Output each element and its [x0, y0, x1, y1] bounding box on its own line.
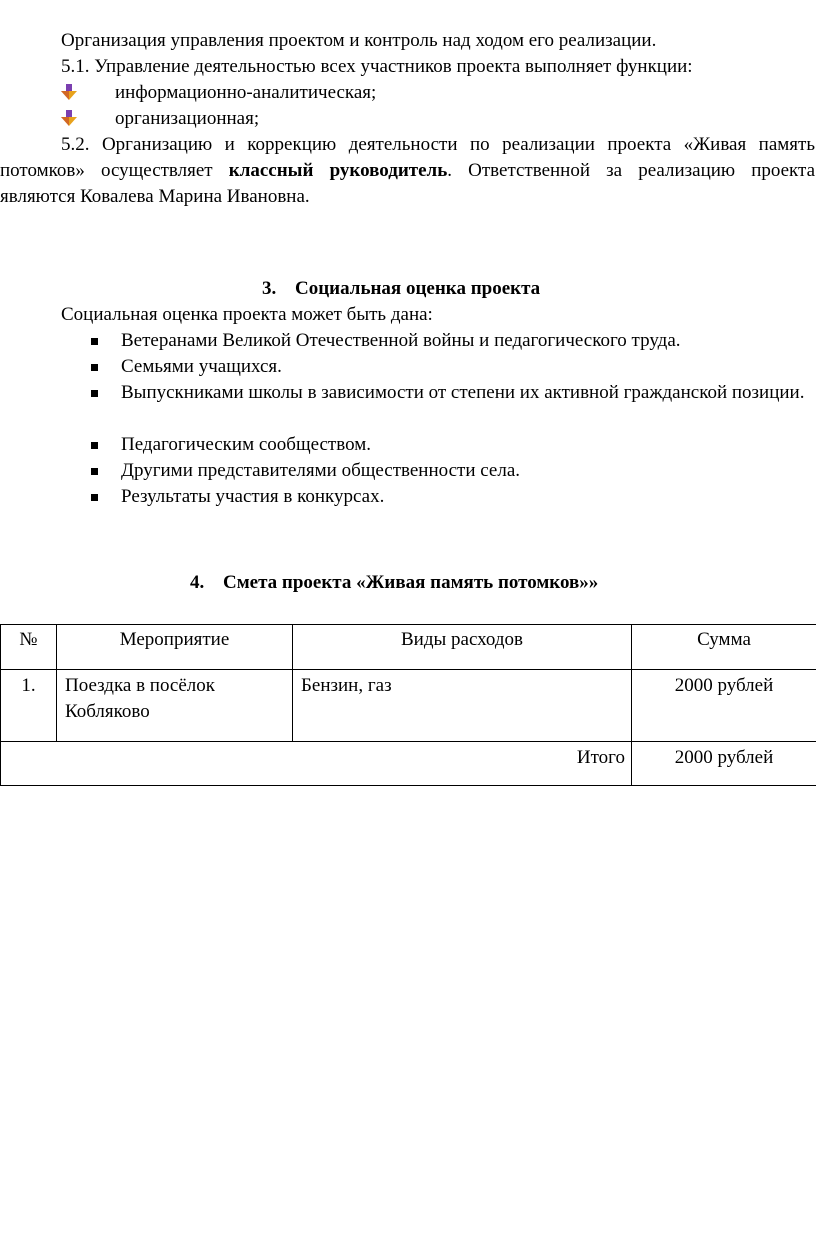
down-arrow-bullet-icon [60, 84, 78, 102]
list-item: Другими представителями общественности села. [121, 460, 521, 481]
section-3-title: Социальная оценка проекта [295, 278, 541, 299]
list-item: Семьями учащихся. [121, 356, 282, 377]
section-3-heading [262, 276, 540, 302]
down-arrow-bullet-icon [60, 110, 78, 128]
square-bullet-icon [91, 442, 98, 449]
square-bullet-icon [91, 364, 98, 371]
paragraph-5-2-text: 5.2. Организацию и коррекцию деятельности по реализации проекта «Живая память потомков» осуществляет [0, 134, 815, 181]
total-sum-cell: 2000 рублей [632, 742, 816, 786]
header-cell: Виды расходов [293, 625, 632, 670]
list-item: Результаты участия в конкурсах. [121, 486, 385, 507]
table-total-row [1, 742, 816, 786]
section-4-heading [190, 570, 598, 596]
estimate-table [0, 624, 816, 786]
table-header-row [1, 625, 816, 670]
list-item: Выпускниками школы в зависимости от степени их активной гражданской позиции. [121, 382, 805, 403]
section-3-intro: Социальная оценка проекта может быть дана: [61, 304, 433, 325]
total-label-cell: Итого [1, 742, 632, 786]
square-bullet-icon [91, 468, 98, 475]
class-teacher-bold: классный руководитель [228, 160, 448, 181]
square-bullet-icon [91, 390, 98, 397]
paragraph-5-1: 5.1. Управление деятельностью всех участников проекта выполняет функции: [61, 56, 693, 77]
section-4-number: 4. [190, 572, 205, 593]
header-cell: Сумма [632, 625, 816, 670]
function-item: информационно-аналитическая; [115, 82, 377, 103]
square-bullet-icon [91, 494, 98, 501]
square-bullet-icon [91, 338, 98, 345]
table-row [1, 670, 816, 742]
header-cell: Мероприятие [57, 625, 293, 670]
event-cell: Поездка в посёлок Кобляково [57, 670, 293, 742]
header-cell: № [1, 625, 57, 670]
section-4-title: Смета проекта «Живая память потомков»» [223, 572, 599, 593]
expense-cell: Бензин, газ [293, 670, 632, 742]
list-item: Педагогическим сообществом. [121, 434, 371, 455]
paragraph-5-2 [0, 132, 815, 210]
management-intro: Организация управления проектом и контроль над ходом его реализации. [61, 30, 657, 51]
function-item: организационная; [115, 108, 260, 129]
list-item: Ветеранами Великой Отечественной войны и педагогического труда. [121, 330, 681, 351]
sum-cell: 2000 рублей [632, 670, 816, 742]
paragraph-5-2-ending: . Ответственной за реализацию проекта являются Ковалева Марина Ивановна. [0, 160, 816, 207]
section-3-number: 3. [262, 278, 277, 299]
row-number-cell: 1. [1, 670, 57, 742]
